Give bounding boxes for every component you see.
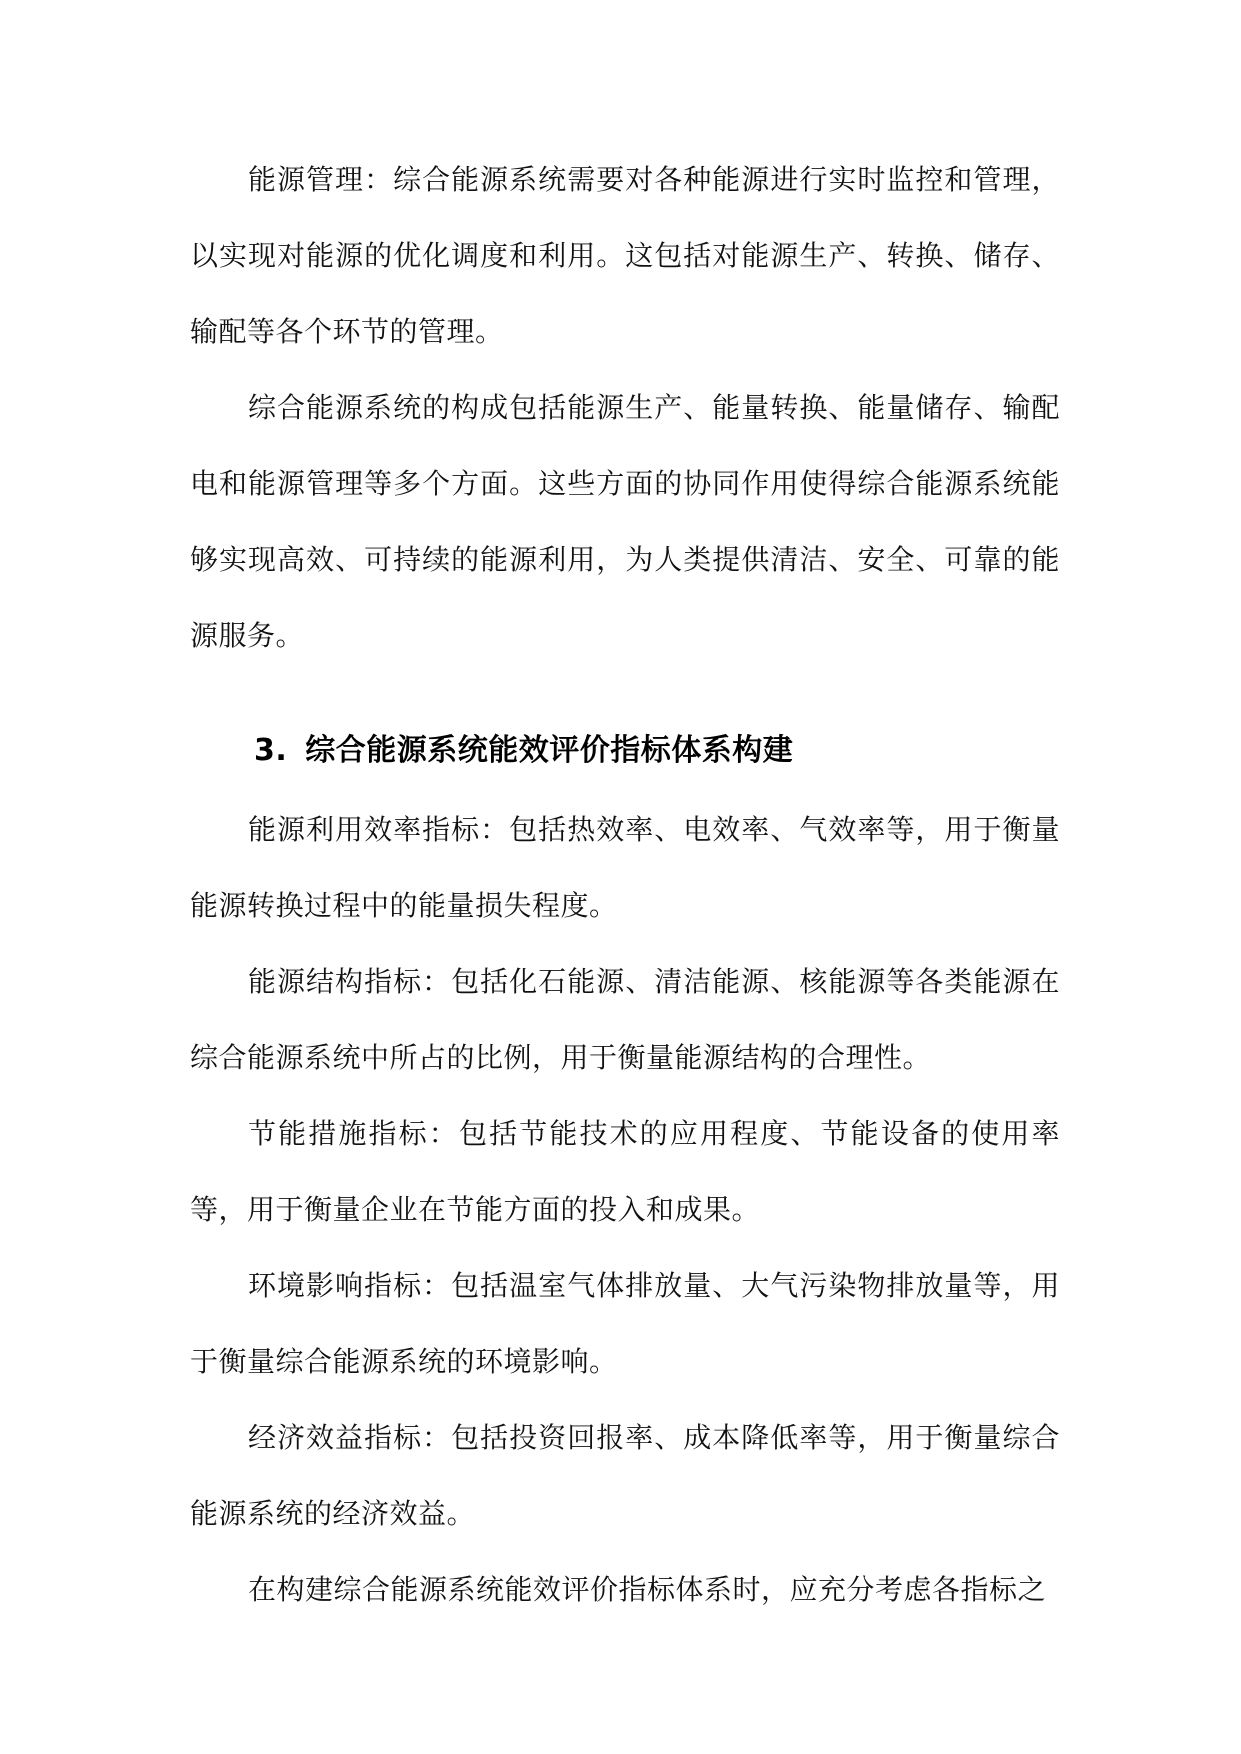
document-body [190,142,1060,1628]
paragraph-system-composition: 综合能源系统的构成包括能源生产、能量转换、能量储存、输配电和能源管理等多个方面。这些方面的协同作用使得综合能源系统能够实现高效、可持续的能源利用，为人类提供清洁、安全、可靠的能源服务。 [190,391,1060,652]
section-title: 综合能源系统能效评价指标体系构建 [305,733,794,768]
paragraph-environment-indicator: 环境影响指标：包括温室气体排放量、大气污染物排放量等，用于衡量综合能源系统的环境影响。 [190,1269,1060,1378]
paragraph-structure-indicator: 能源结构指标：包括化石能源、清洁能源、核能源等各类能源在综合能源系统中所占的比例，用于衡量能源结构的合理性。 [190,965,1060,1074]
paragraph-saving-indicator: 节能措施指标：包括节能技术的应用程度、节能设备的使用率等，用于衡量企业在节能方面的投入和成果。 [190,1117,1060,1226]
section-heading [190,716,1060,786]
paragraph-efficiency-indicator: 能源利用效率指标：包括热效率、电效率、气效率等，用于衡量能源转换过程中的能量损失程度。 [190,813,1060,922]
paragraph-energy-management: 能源管理：综合能源系统需要对各种能源进行实时监控和管理，以实现对能源的优化调度和利用。这包括对能源生产、转换、储存、输配等各个环节的管理。 [190,163,1060,348]
paragraph-economic-indicator: 经济效益指标：包括投资回报率、成本降低率等，用于衡量综合能源系统的经济效益。 [190,1421,1060,1530]
section-number: 3. [254,733,288,768]
paragraph-construction-note: 在构建综合能源系统能效评价指标体系时，应充分考虑各指标之 [248,1573,1047,1606]
